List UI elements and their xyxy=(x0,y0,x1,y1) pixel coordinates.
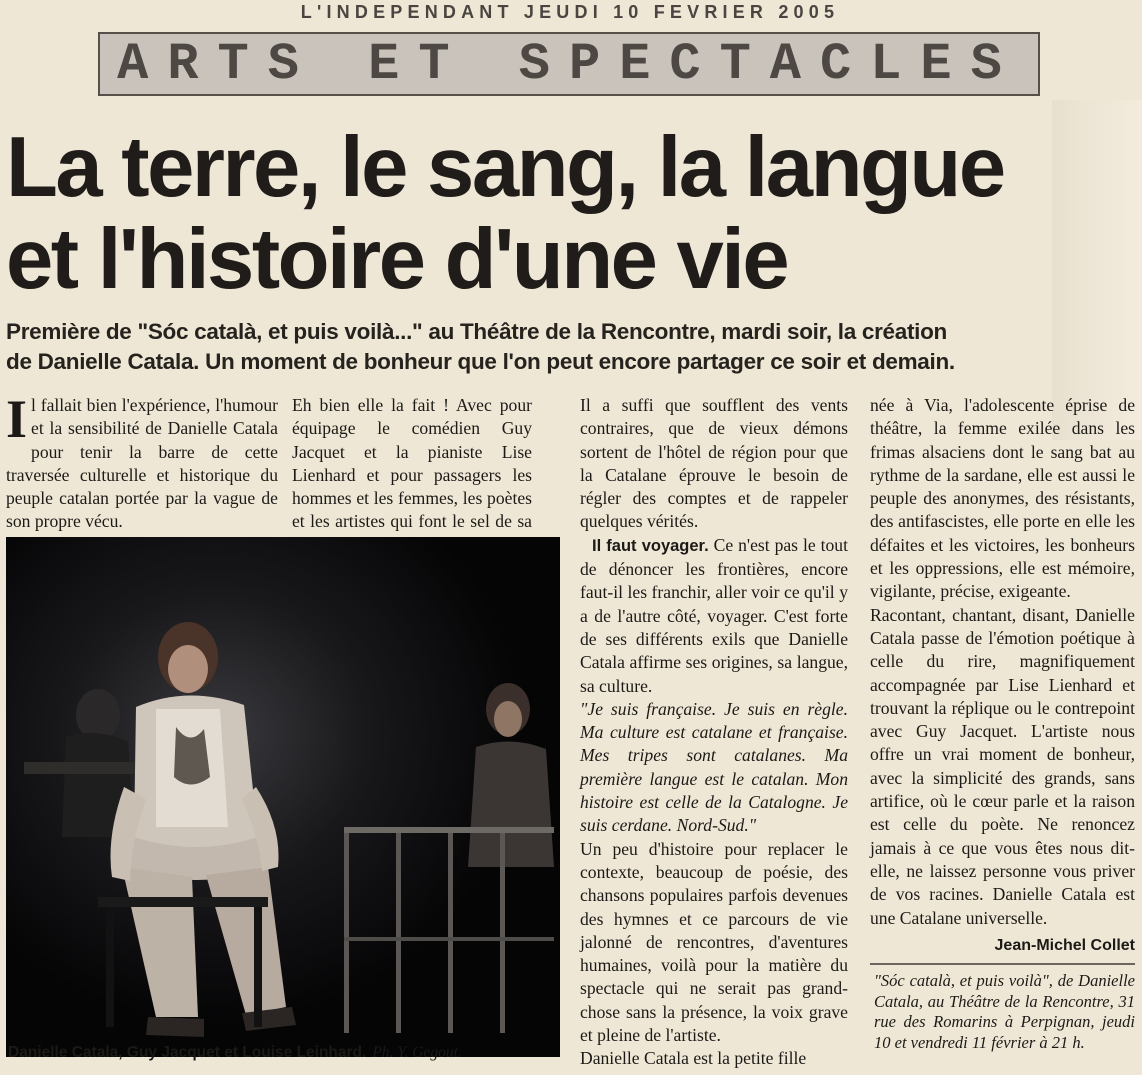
headline xyxy=(6,122,1046,306)
paragraph: Il a suffi que soufflent des vents contraires, que de vieux démons sortent de l'hôtel de région pour que la Catalane éprouve le besoin de régler des comptes et de rappeler quelques vérités. xyxy=(580,395,848,532)
faded-sidebar xyxy=(1052,100,1142,440)
paragraph: née à Via, l'adolescente éprise de théâtre, la femme exilée dans les frimas alsaciens dont le sang bat au rythme de la sardane, elle est aussi le peuple des anonymes, des résistants, des antifascistes, elle porte en elle les défaites et les victoires, les bonheurs et les oppressions, elle est mémoire, vigilante, précise, exigeante. xyxy=(870,395,1135,602)
paragraph: Racontant, chantant, disant, Danielle Catala passe de l'émotion poétique à celle du rire, magnifiquement accompagnée par Lise Lienhard et trouvant la réplique ou le contrepoint avec Guy Jacquet. L'artiste nous offre un vrai moment de bonheur, avec la simplicité des grands, sans artifice, où le cœur parle et la raison est celle du poète. Ne renoncez jamais à ce que vous êtes nous dit-elle, ne laissez personne vous priver de vos racines. Danielle Catala est une Catalane universelle. xyxy=(870,604,1135,928)
section-banner xyxy=(98,32,1040,96)
caption-text: Danielle Catala, Guy Jacquet et Louise Leinhard. xyxy=(8,1044,367,1061)
divider xyxy=(870,963,1135,965)
headline-line-2: et l'histoire d'une vie xyxy=(6,212,788,307)
paragraph-text: l fallait bien l'expérience, l'humour et la sensibilité de Danielle Catala pour tenir la barre de cette traversée culturelle et historique du peuple catalan portée par la vague de son propre vécu. xyxy=(6,395,278,532)
stage-photo xyxy=(6,537,560,1057)
section-title: ARTS ET SPECTACLES xyxy=(117,35,1021,94)
paragraph xyxy=(6,389,278,534)
drop-cap: I xyxy=(6,389,28,449)
article-column-1 xyxy=(6,389,278,534)
paragraph-text: Ce n'est pas le tout de dénoncer les frontières, encore faut-il les franchir, aller voir ce qu'il y a de l'autre côté, voyager. C'est forte de ses différents exils que Danielle Catala affirme ses origines, sa langue, sa culture. xyxy=(580,534,848,696)
deck xyxy=(6,317,1140,377)
paragraph: Un peu d'histoire pour replacer le contexte, beaucoup de poésie, des chansons populaires parfois devenues des hymnes et ce parcours de vie jalonné de rencontres, d'aventures humaines, voilà pour la matière du spectacle qui ne serait pas grand-chose sans la présence, la voix grave et pleine de l'artiste. xyxy=(580,838,848,1046)
headline-line-1: La terre, le sang, la langue xyxy=(6,120,1004,215)
subheading: Il faut voyager. xyxy=(592,536,709,555)
article-column-2 xyxy=(292,394,532,557)
deck-line-1: Première de "Sóc català, et puis voilà..." au Théâtre de la Rencontre, mardi soir, la création xyxy=(6,319,947,344)
deck-line-2: de Danielle Catala. Un moment de bonheur que l'on peut encore partager ce soir et demain. xyxy=(6,349,955,374)
paragraph xyxy=(580,534,848,698)
photo-caption xyxy=(8,1044,568,1062)
paragraph: Eh bien elle la fait ! Avec pour équipage le comédien Guy Jacquet et la pianiste Lise Lienhard et pour passagers les hommes et les femmes, les poètes et les artistes qui font le sel de sa xyxy=(292,395,532,532)
article-column-4 xyxy=(870,394,1135,1053)
byline: Jean-Michel Collet xyxy=(994,936,1135,954)
stage-photo-image xyxy=(6,537,560,1057)
masthead: L'INDEPENDANT JEUDI 10 FEVRIER 2005 xyxy=(300,2,840,22)
quote: "Je suis française. Je suis en règle. Ma culture est catalane et française. Mes tripes sont catalanes. Ma première langue est le catalan. Mon histoire est celle de la Catalogne. Je suis cerdane. Nord-Sud." xyxy=(580,698,848,836)
article-column-3 xyxy=(580,394,848,1071)
info-box: "Sóc català, et puis voilà", de Danielle Catala, au Théâtre de la Rencontre, 31 rue des Romarins à Perpignan, jeudi 10 et vendredi 11 février à 21 h. xyxy=(874,971,1135,1052)
photo-credit: Ph. Y. Gegout. xyxy=(372,1044,462,1061)
paragraph: Danielle Catala est la petite fille xyxy=(580,1048,807,1069)
